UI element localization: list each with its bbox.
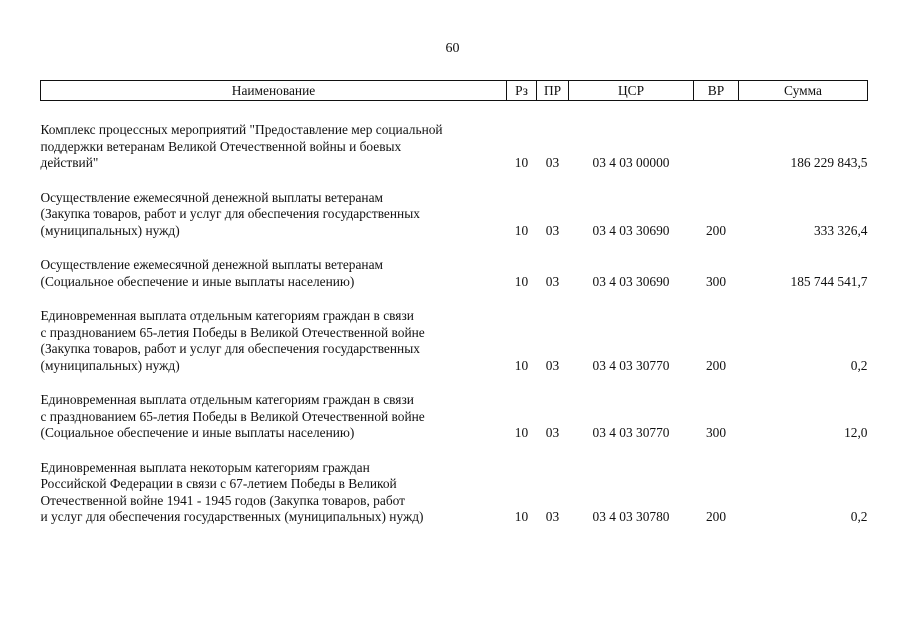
row-vr: 200 [705, 357, 727, 373]
row-name-line: (Закупка товаров, работ и услуг для обеспечения государственных [40, 206, 420, 221]
row-name-line: (муниципальных) нужд) [40, 357, 180, 373]
row-sum: 185 744 541,7 [790, 273, 868, 289]
budget-table [40, 80, 868, 526]
row-rz: 10 [514, 509, 529, 524]
row-csr: 03 4 03 00000 [592, 155, 670, 170]
row-rz: 10 [514, 425, 529, 440]
row-name-line: (Закупка товаров, работ и услуг для обеспечения государственных [40, 341, 420, 356]
row-pr: 03 [545, 509, 560, 524]
row-csr: 03 4 03 30770 [592, 425, 670, 440]
header-sum: Сумма [739, 81, 868, 101]
row-pr: 03 [545, 155, 560, 170]
row-vr: 300 [705, 425, 727, 440]
row-csr: 03 4 03 30690 [592, 222, 670, 238]
gap-row [41, 290, 868, 308]
gap-row [41, 442, 868, 460]
row-sum: 12,0 [844, 425, 868, 440]
row-vr: 200 [705, 509, 727, 524]
row-vr [694, 122, 739, 172]
row-csr: 03 4 03 30770 [592, 357, 670, 373]
table-row [41, 308, 868, 374]
row-name-line: (Социальное обеспечение и иные выплаты населению) [40, 273, 355, 289]
row-name-line: Отечественной войне 1941 - 1945 годов (Закупка товаров, работ [40, 492, 406, 508]
row-name-line: Единовременная выплата некоторым категориям граждан [40, 459, 370, 475]
row-name-line: Единовременная выплата отдельным категориям граждан в связи [40, 392, 414, 407]
page-number: 60 [445, 41, 460, 56]
spacer-row [41, 101, 868, 123]
row-pr: 03 [545, 222, 560, 238]
row-name-line: с празднованием 65-летия Победы в Великой Отечественной войне [40, 324, 425, 340]
row-sum: 0,2 [850, 509, 868, 524]
row-csr: 03 4 03 30780 [592, 509, 670, 524]
row-sum: 333 326,4 [813, 222, 868, 238]
header-row [41, 81, 868, 101]
row-name-line: с празднованием 65-летия Победы в Великой Отечественной войне [40, 408, 425, 424]
table-body [41, 101, 868, 526]
header-pr: ПР [537, 81, 569, 101]
row-name-line: Комплекс процессных мероприятий "Предоставление мер социальной [40, 122, 443, 137]
row-rz: 10 [514, 155, 529, 170]
row-rz: 10 [514, 357, 529, 373]
row-csr: 03 4 03 30690 [592, 273, 670, 289]
row-name-line: (Социальное обеспечение и иные выплаты населению) [40, 425, 355, 440]
row-pr: 03 [545, 357, 560, 373]
table-row [41, 257, 868, 290]
gap-row [41, 172, 868, 190]
row-name-line: и услуг для обеспечения государственных (муниципальных) нужд) [40, 509, 424, 524]
row-name-line: поддержки ветеранам Великой Отечественной войны и боевых [40, 138, 402, 154]
row-sum: 0,2 [850, 357, 868, 373]
row-name [41, 257, 507, 290]
table-row [41, 392, 868, 442]
row-pr: 03 [545, 425, 560, 440]
row-name [41, 460, 507, 526]
row-name-line: Российской Федерации в связи с 67-летием Победы в Великой [40, 476, 397, 491]
row-name [41, 122, 507, 172]
table-header [41, 81, 868, 101]
gap-row [41, 374, 868, 392]
row-name [41, 190, 507, 240]
row-name-line: Осуществление ежемесячной денежной выплаты ветеранам [40, 189, 383, 205]
row-vr: 300 [705, 273, 727, 289]
header-rz: Рз [507, 81, 537, 101]
header-name: Наименование [41, 81, 507, 101]
row-pr: 03 [545, 273, 560, 289]
table-row [41, 460, 868, 526]
gap-row [41, 239, 868, 257]
row-name-line: действий" [40, 155, 99, 170]
row-name [41, 392, 507, 442]
row-rz: 10 [514, 273, 529, 289]
row-vr: 200 [705, 222, 727, 238]
header-csr: ЦСР [569, 81, 694, 101]
header-vr: ВР [694, 81, 739, 101]
row-name-line: (муниципальных) нужд) [40, 222, 180, 238]
row-name-line: Осуществление ежемесячной денежной выплаты ветеранам [40, 257, 383, 272]
row-name-line: Единовременная выплата отдельным категориям граждан в связи [40, 308, 414, 323]
row-name [41, 308, 507, 374]
row-rz: 10 [514, 222, 529, 238]
table-row [41, 190, 868, 240]
table-row [41, 122, 868, 172]
row-sum: 186 229 843,5 [790, 155, 868, 170]
